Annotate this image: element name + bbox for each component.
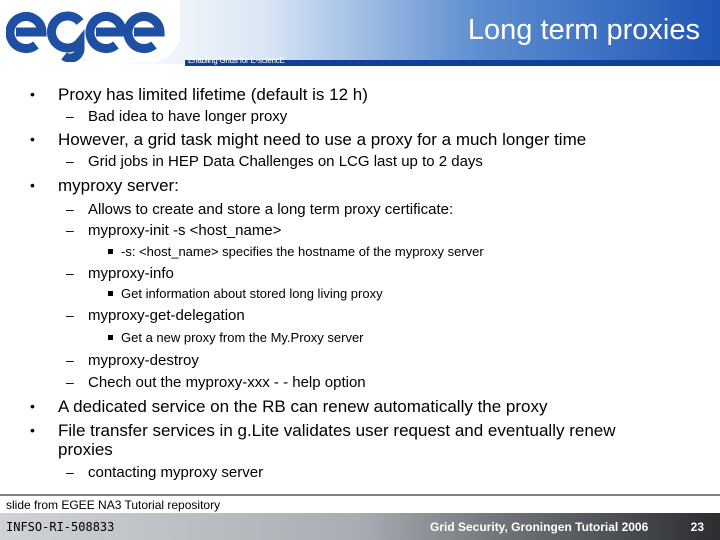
bullet-marker: • [30,131,35,147]
square-bullet [108,249,113,254]
dash-marker: – [66,201,74,217]
source-note [0,494,720,513]
bullet-item: However, a grid task might need to use a proxy for a much longer time [58,130,587,149]
dash-marker: – [66,464,74,480]
sub-item: myproxy-get-delegation [88,307,245,324]
sub-item: myproxy-init -s <host_name> [88,222,282,239]
sub-item: Chech out the myproxy-xxx - - help option [88,374,366,391]
dash-marker: – [66,153,74,169]
sub-sub-item: Get information about stored long living proxy [121,286,383,301]
slide-footer [0,513,720,540]
bullet-item: A dedicated service on the RB can renew automatically the proxy [58,397,548,416]
dash-marker: – [66,352,74,368]
dash-marker: – [66,265,74,281]
project-id: INFSO-RI-508833 [6,520,115,534]
bullet-item: myproxy server: [58,176,179,195]
source-note-text: slide from EGEE NA3 Tutorial repository [6,498,221,512]
sub-item: myproxy-destroy [88,352,199,369]
sub-item: contacting myproxy server [88,464,264,481]
sub-sub-item: -s: <host_name> specifies the hostname of the myproxy server [121,244,484,259]
bullet-marker: • [30,398,35,414]
dash-marker: – [66,222,74,238]
dash-marker: – [66,307,74,323]
square-bullet [108,335,113,340]
square-bullet [108,291,113,296]
sub-item: Grid jobs in HEP Data Challenges on LCG last up to 2 days [88,153,483,170]
sub-item: Bad idea to have longer proxy [88,108,288,125]
bullet-marker: • [30,86,35,102]
bullet-marker: • [30,422,35,438]
bullet-item: File transfer services in g.Lite validates user request and eventually renew [58,421,616,440]
slide-title: Long term proxies [467,14,700,46]
bullet-item-continuation: proxies [58,440,113,459]
page-number: 23 [690,520,704,534]
dash-marker: – [66,374,74,390]
dash-marker: – [66,108,74,124]
bullet-item: Proxy has limited lifetime (default is 12 h) [58,85,368,104]
sub-sub-item: Get a new proxy from the My.Proxy server [121,330,364,345]
header-tagline: Enabling Grids for E-sciencE [188,56,285,65]
sub-item: myproxy-info [88,265,174,282]
bullet-marker: • [30,177,35,193]
event-name: Grid Security, Groningen Tutorial 2006 [430,520,649,534]
sub-item: Allows to create and store a long term proxy certificate: [88,201,454,218]
